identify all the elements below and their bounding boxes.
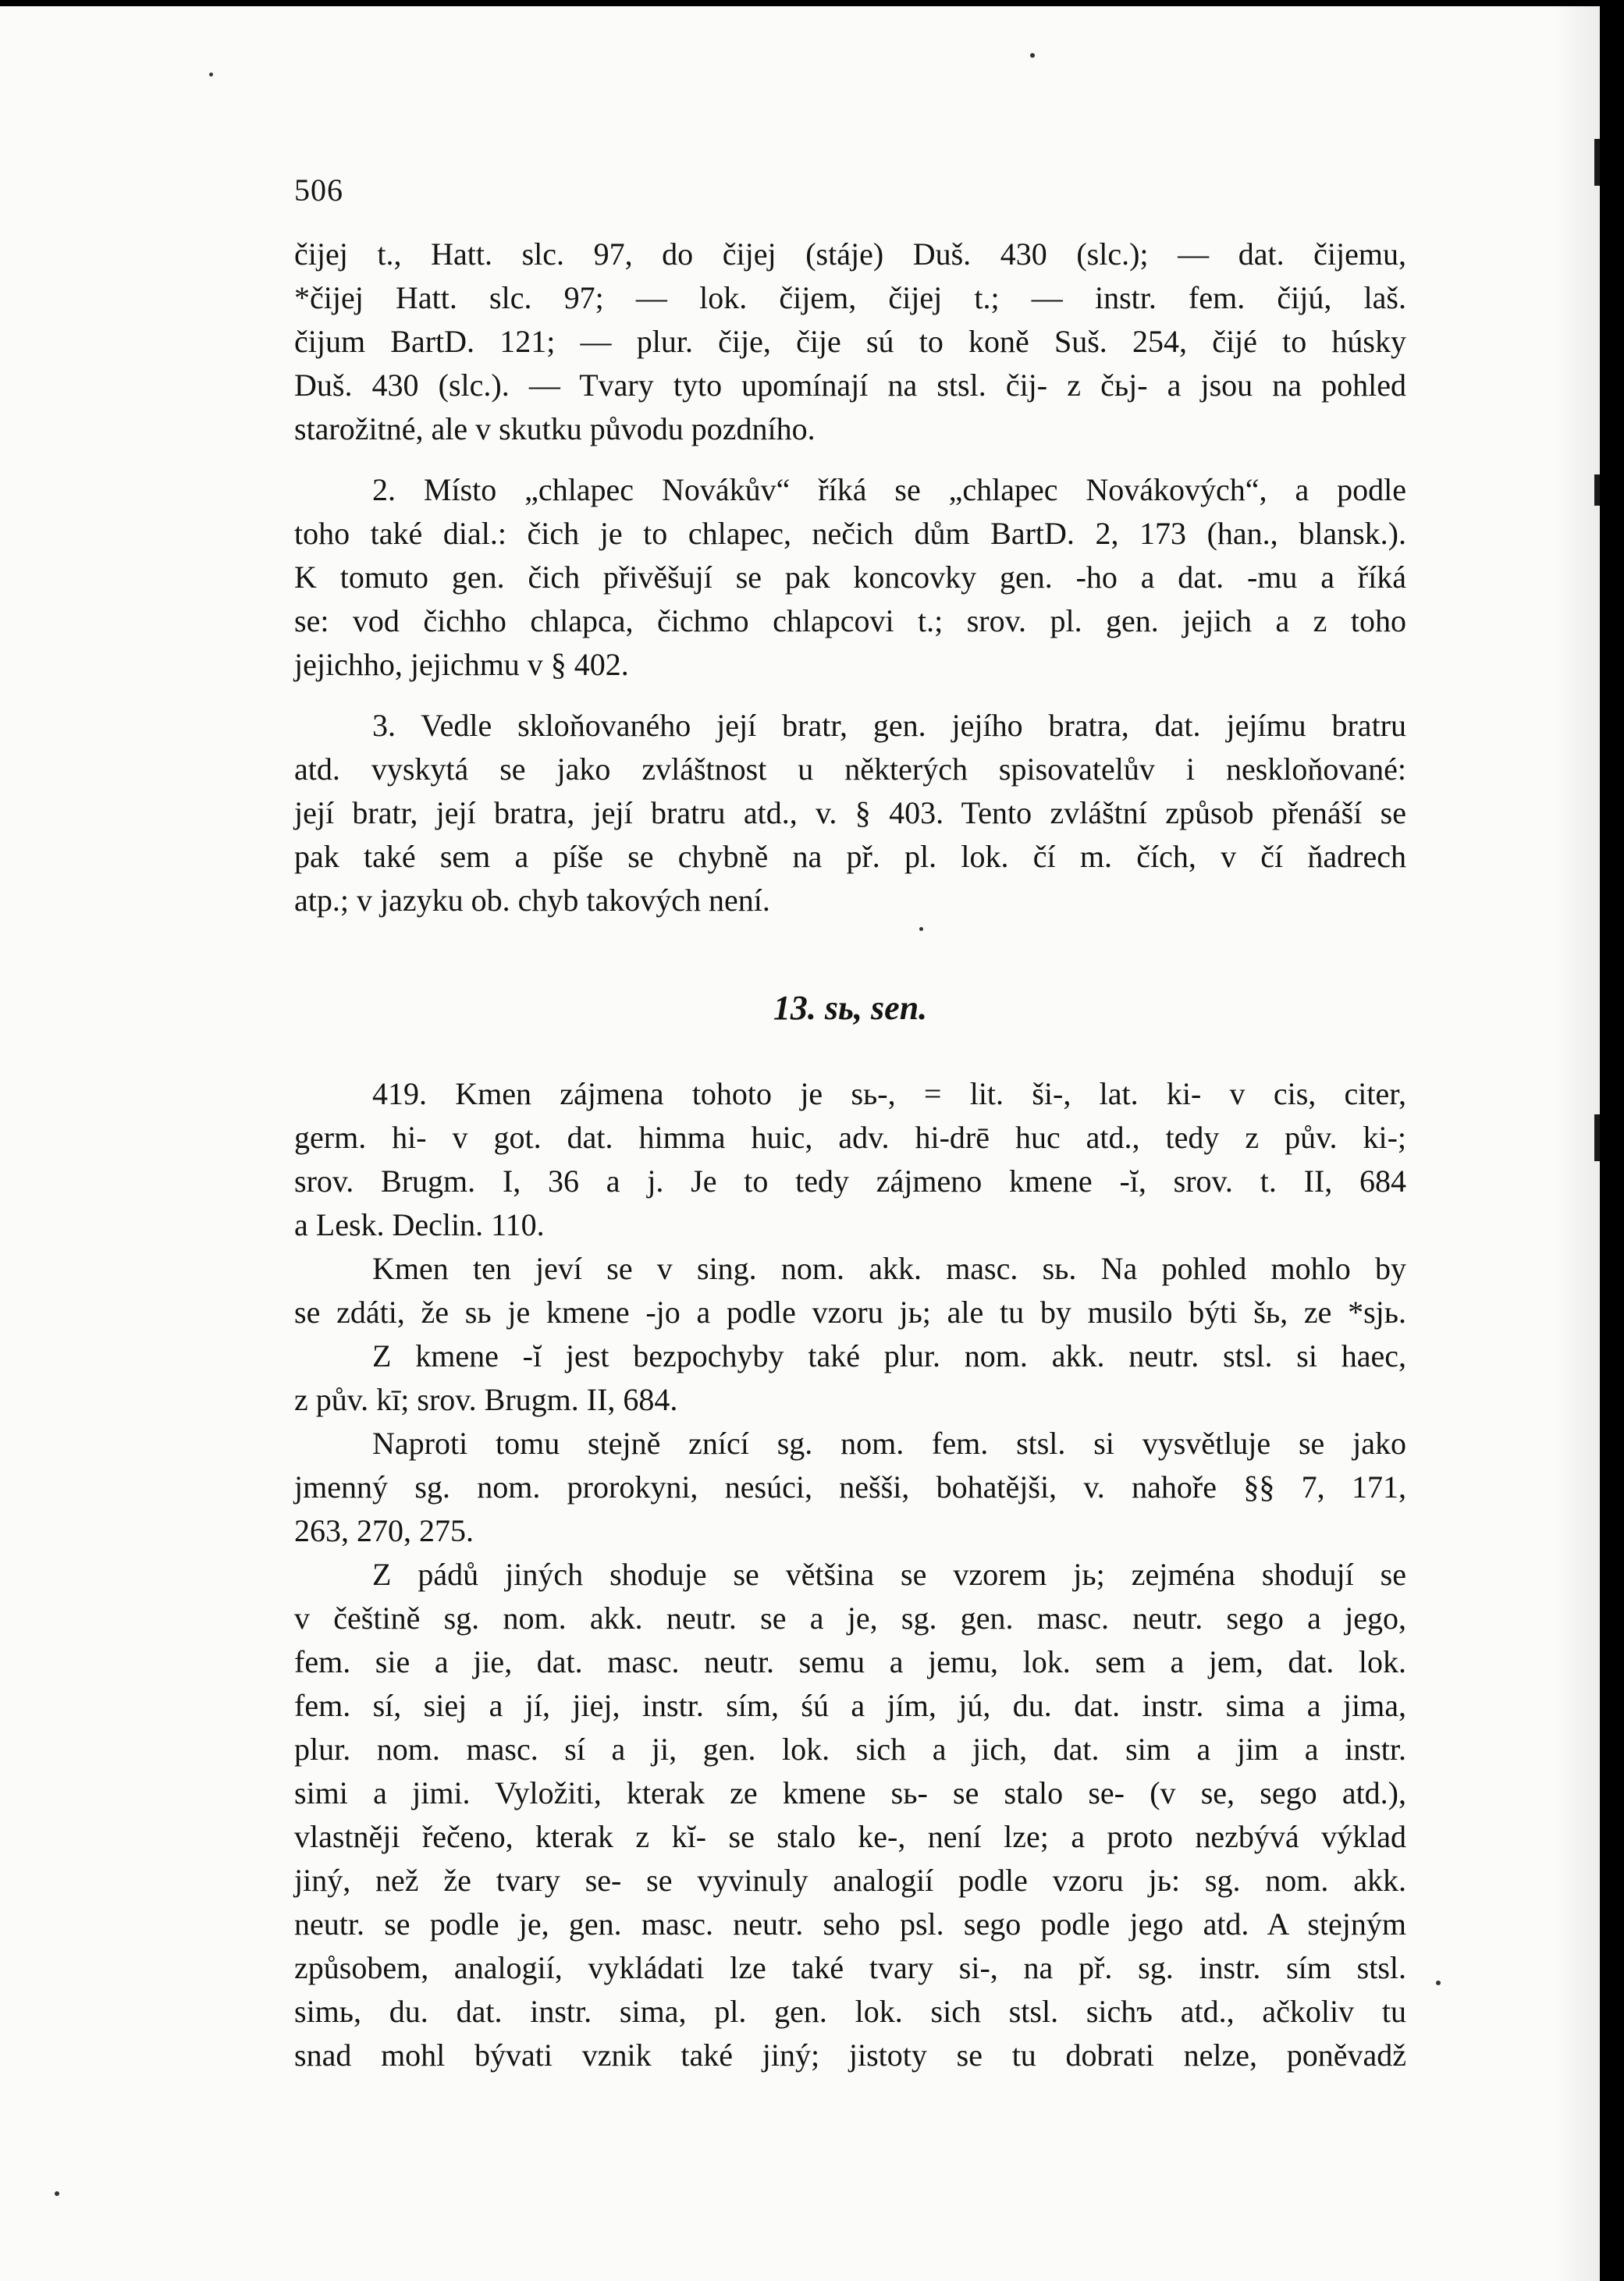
text-line: Duš. 430 (slc.). — Tvary tyto upomínají na stsl. čij- z čьj- a jsou na pohled: [294, 368, 1406, 403]
scan-edge-mark: [1594, 1114, 1600, 1161]
text-line: pak také sem a píše se chybně na př. pl. lok. čí m. čích, v čí ňadrech: [294, 839, 1406, 874]
text-line: simь, du. dat. instr. sima, pl. gen. lok. sich stsl. sichъ atd., ačkoliv tu: [294, 1994, 1406, 2029]
text-line: plur. nom. masc. sí a ji, gen. lok. sich a jich, dat. sim a jim a instr.: [294, 1732, 1406, 1767]
text-line: z pův. kī; srov. Brugm. II, 684.: [294, 1382, 678, 1417]
text-line: 3. Vedle skloňovaného její bratr, gen. jejího bratra, dat. jejímu bratru: [372, 708, 1406, 743]
text-line: fem. sie a jie, dat. masc. neutr. semu a jemu, lok. sem a jem, dat. lok.: [294, 1644, 1406, 1679]
text-line: 2. Místo „chlapec Novákův“ říká se „chlapec Novákových“, a podle: [372, 472, 1406, 507]
text-line: fem. sí, siej a jí, jiej, instr. sím, śú a jím, jú, du. dat. instr. sima a jima,: [294, 1688, 1406, 1723]
paragraph: [294, 1072, 1406, 1247]
text-line: se: vod čichho chlapca, čichmo chlapcovi t.; srov. pl. gen. jejich a z toho: [294, 603, 1406, 638]
text-line: jmenný sg. nom. prorokyni, nesúci, nešši, bohatějši, v. nahoře §§ 7, 171,: [294, 1469, 1406, 1505]
text-line: jiný, než že tvary se- se vyvinuly analogií podle vzoru jь: sg. nom. akk.: [294, 1863, 1406, 1898]
text-line: starožitné, ale v skutku původu pozdního.: [294, 411, 816, 446]
scan-speck: [919, 927, 923, 931]
scan-edge-mark: [1594, 474, 1600, 506]
paragraph: [294, 1553, 1406, 2077]
text-line: 419. Kmen zájmena tohoto je sь-, = lit. ši-, lat. ki- v cis, citer,: [372, 1076, 1406, 1111]
paragraph: [294, 468, 1406, 687]
text-line: vlastněji řečeno, kterak z kĭ- se stalo ke-, není lze; a proto nezbývá výklad: [294, 1819, 1406, 1854]
text-line: toho také dial.: čich je to chlapec, nečich dům BartD. 2, 173 (han., blansk.).: [294, 516, 1406, 551]
scan-speck: [55, 2191, 59, 2196]
paragraph: [294, 704, 1406, 922]
text-line: jejichho, jejichmu v § 402.: [294, 647, 629, 682]
text-line: čijum BartD. 121; — plur. čije, čije sú to koně Suš. 254, čijé to húsky: [294, 324, 1406, 359]
text-line: v češtině sg. nom. akk. neutr. se a je, sg. gen. masc. neutr. sego a jego,: [294, 1601, 1406, 1636]
text-line: K tomuto gen. čich přivěšují se pak koncovky gen. -ho a dat. -mu a říká: [294, 560, 1406, 595]
scan-edge-mark: [1594, 139, 1600, 186]
paragraph: [294, 1422, 1406, 1553]
paragraph: [294, 1247, 1406, 1334]
text-line: její bratr, její bratra, její bratru atd., v. § 403. Tento zvláštní způsob přenáší se: [294, 795, 1406, 830]
text-line: se zdáti, že sь je kmene -jo a podle vzoru jь; ale tu by musilo býti šь, ze *sjь.: [294, 1295, 1406, 1330]
text-line: atd. vyskytá se jako zvláštnost u některých spisovatelův i neskloňované:: [294, 751, 1406, 787]
paragraph: [294, 233, 1406, 451]
scan-speck: [209, 73, 213, 76]
paragraph: [294, 1334, 1406, 1422]
text-line: Naproti tomu stejně znící sg. nom. fem. stsl. si vysvětluje se jako: [372, 1426, 1406, 1461]
scan-speck: [1030, 53, 1035, 58]
text-line: germ. hi- v got. dat. himma huic, adv. hi-drē huc atd., tedy z pův. ki-;: [294, 1120, 1406, 1155]
section-heading: 13. sь, sen.: [773, 989, 928, 1027]
text-line: snad mohl bývati vznik také jiný; jistoty se tu dobrati nelze, poněvadž: [294, 2038, 1406, 2073]
book-page: [0, 6, 1600, 2281]
text-line: Kmen ten jeví se v sing. nom. akk. masc. sь. Na pohled mohlo by: [372, 1251, 1406, 1286]
text-line: srov. Brugm. I, 36 a j. Je to tedy zájmeno kmene -ĭ, srov. t. II, 684: [294, 1164, 1406, 1199]
scan-speck: [1436, 1981, 1441, 1985]
text-line: *čijej Hatt. slc. 97; — lok. čijem, čijej t.; — instr. fem. čijú, laš.: [294, 280, 1406, 315]
text-line: způsobem, analogií, vykládati lze také tvary si-, na př. sg. instr. sím stsl.: [294, 1950, 1406, 1985]
page-number: 506: [294, 172, 343, 208]
text-line: simi a jimi. Vyložiti, kterak ze kmene sь- se stalo se- (v se, sego atd.),: [294, 1775, 1406, 1810]
text-line: a Lesk. Declin. 110.: [294, 1207, 545, 1242]
text-line: neutr. se podle je, gen. masc. neutr. seho psl. sego podle jego atd. A stejným: [294, 1906, 1406, 1942]
page-edge-shadow: [1553, 6, 1600, 2281]
text-line: Z pádů jiných shoduje se většina se vzorem jь; zejména shodují se: [372, 1557, 1406, 1592]
text-line: Z kmene -ĭ jest bezpochyby také plur. nom. akk. neutr. stsl. si haec,: [372, 1338, 1406, 1373]
text-line: čijej t., Hatt. slc. 97, do čijej (stáje) Duš. 430 (slc.); — dat. čijemu,: [294, 236, 1406, 272]
page-body: [294, 233, 1406, 2077]
text-line: atp.; v jazyku ob. chyb takových není.: [294, 883, 770, 918]
text-line: 263, 270, 275.: [294, 1513, 474, 1548]
